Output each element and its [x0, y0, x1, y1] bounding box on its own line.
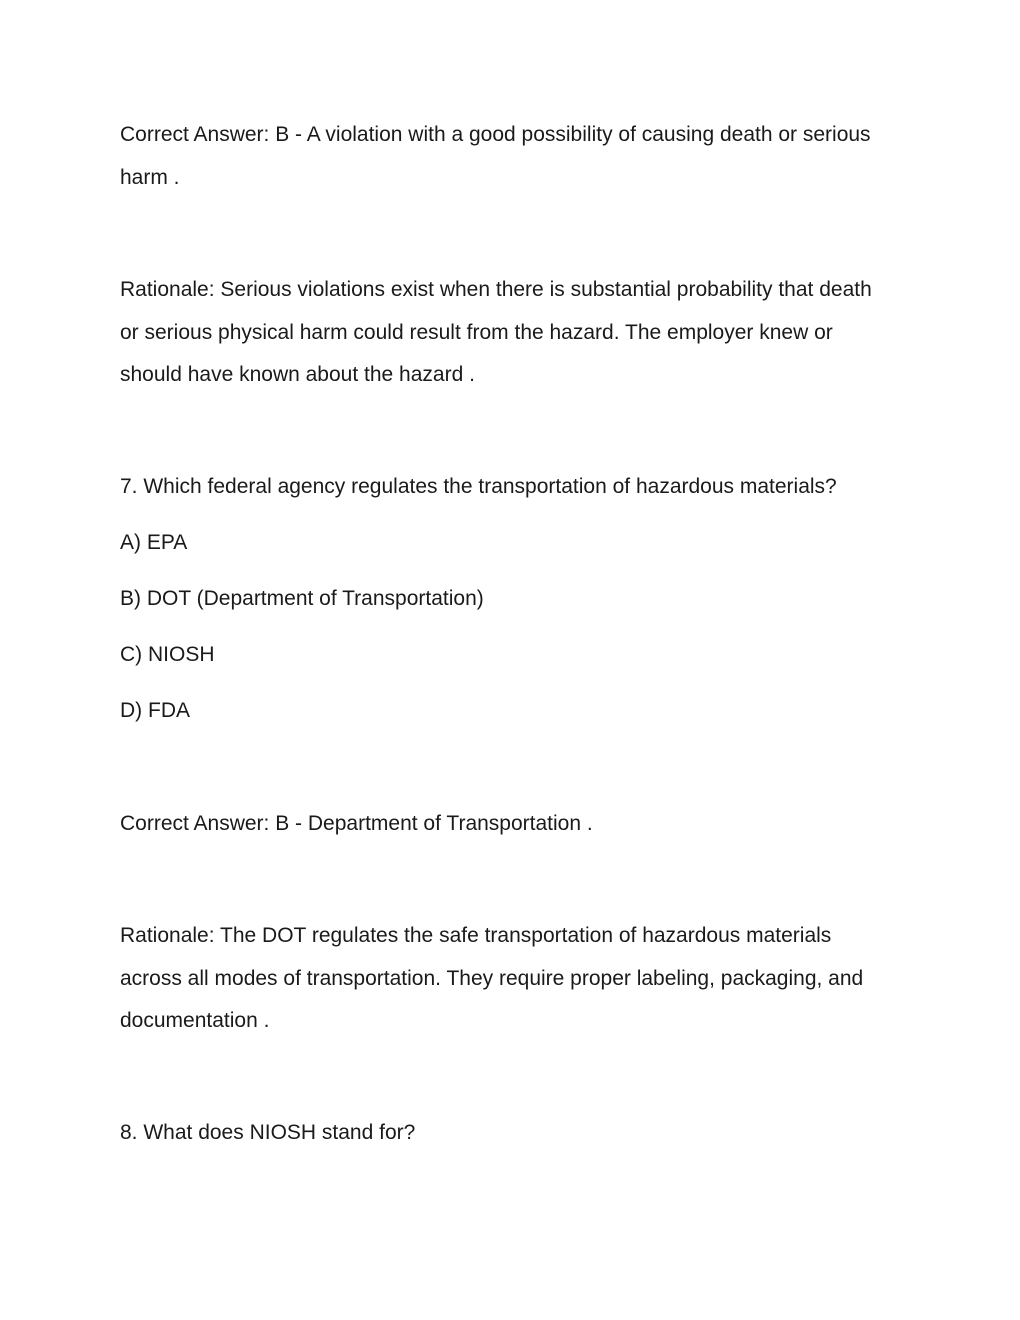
q7-option-c: C) NIOSH [120, 643, 215, 666]
q6-answer-line-1: Correct Answer: B - A violation with a good possibility of causing death or serious [120, 123, 871, 146]
q6-rationale-line-1: Rationale: Serious violations exist when there is substantial probability that death [120, 278, 872, 301]
q6-rationale-line-2: or serious physical harm could result from the hazard. The employer knew or [120, 321, 833, 344]
q6-answer-line-2: harm . [120, 166, 180, 189]
q7-question: 7. Which federal agency regulates the transportation of hazardous materials? [120, 475, 837, 498]
q7-option-d: D) FDA [120, 699, 190, 722]
q7-option-a: A) EPA [120, 531, 188, 554]
q7-rationale-line-2: across all modes of transportation. They require proper labeling, packaging, and [120, 967, 864, 990]
q7-option-b: B) DOT (Department of Transportation) [120, 587, 484, 610]
q8-question: 8. What does NIOSH stand for? [120, 1121, 416, 1144]
q7-rationale-line-3: documentation . [120, 1009, 270, 1032]
q7-answer: Correct Answer: B - Department of Transportation . [120, 812, 593, 835]
q6-rationale-line-3: should have known about the hazard . [120, 363, 475, 386]
q7-rationale-line-1: Rationale: The DOT regulates the safe transportation of hazardous materials [120, 924, 832, 947]
